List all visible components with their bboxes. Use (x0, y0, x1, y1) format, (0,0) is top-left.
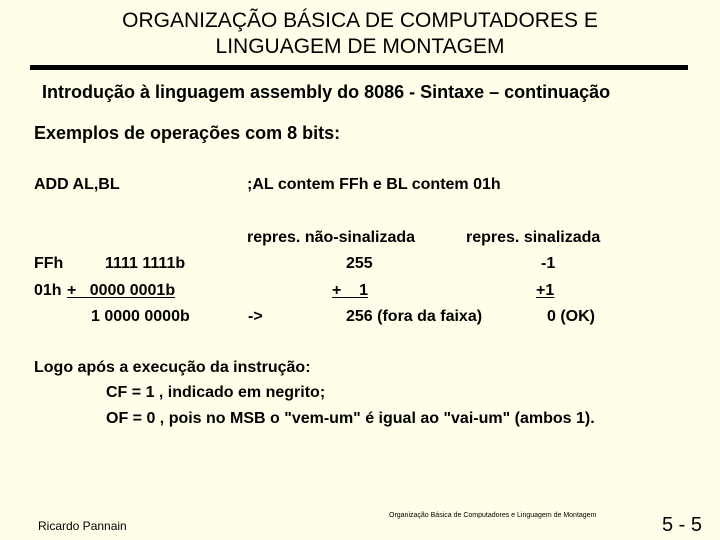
binary-row1-label: FFh (34, 255, 64, 272)
binary-plus-sign: + (67, 282, 77, 299)
overflow-flag-note: OF = 0 , pois no MSB o "vem-um" é igual ao "vai-um" (ambos 1). (106, 410, 595, 427)
unsigned-value-1: 255 (346, 255, 373, 272)
result-arrow: -> (248, 308, 263, 325)
binary-row2-label: 01h (34, 282, 62, 299)
unsigned-plus-sign: + (332, 282, 342, 299)
slide-title (0, 8, 720, 60)
binary-result: 1 0000 0000b (91, 308, 190, 325)
binary-row2-operand (67, 282, 175, 300)
unsigned-column-header: repres. não-sinalizada (247, 229, 416, 246)
page-number: 5 - 5 (662, 514, 703, 536)
binary-row2-value: 0000 0001b (89, 282, 176, 299)
binary-row1-value: 1111 1111b (105, 255, 186, 272)
title-divider (30, 65, 688, 70)
footer-course: Organização Básica de Computadores e Linguagem de Montagem (389, 512, 597, 519)
subtitle: Introdução à linguagem assembly do 8086 - Sintaxe – continuação (42, 82, 611, 102)
signed-result: 0 (OK) (547, 308, 595, 325)
signed-value-1: -1 (541, 255, 556, 272)
examples-heading: Exemplos de operações com 8 bits: (34, 123, 341, 143)
title-line-1: ORGANIZAÇÃO BÁSICA DE COMPUTADORES E (122, 9, 598, 32)
conclusion-intro: Logo após a execução da instrução: (34, 359, 311, 376)
instruction-code: ADD AL,BL (34, 176, 120, 193)
unsigned-value-2: 1 (359, 282, 369, 299)
title-line-2: LINGUAGEM DE MONTAGEM (215, 35, 505, 58)
unsigned-operand (332, 282, 368, 300)
instruction-comment: ;AL contem FFh e BL contem 01h (247, 176, 501, 193)
signed-column-header: repres. sinalizada (466, 229, 601, 246)
unsigned-result: 256 (fora da faixa) (346, 308, 483, 325)
carry-flag-note: CF = 1 , indicado em negrito; (106, 384, 326, 401)
signed-value-2: +1 (536, 282, 555, 299)
footer-author: Ricardo Pannain (38, 519, 127, 533)
